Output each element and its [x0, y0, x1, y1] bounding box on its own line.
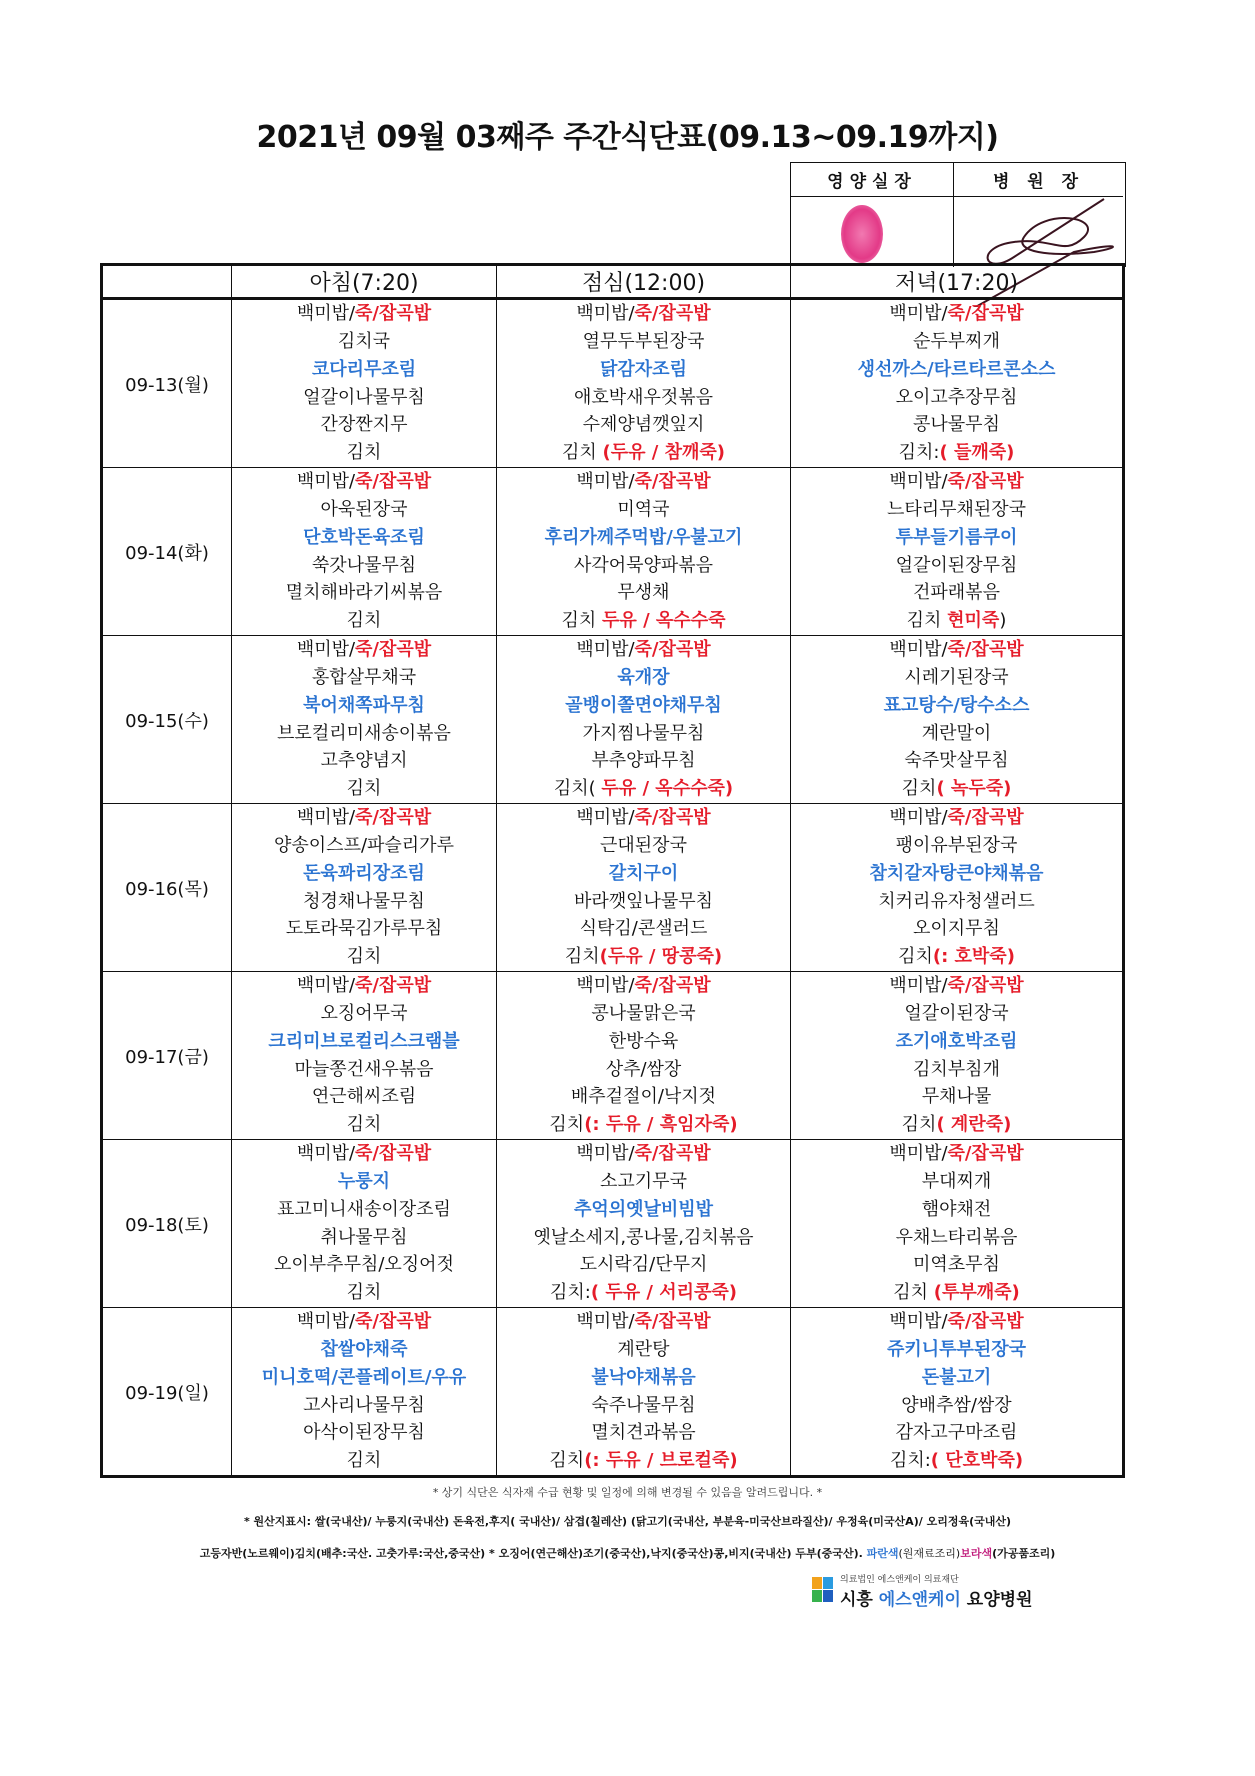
menu-item: 아삭이된장무침	[303, 1422, 425, 1444]
legend-blue-desc: (원재료조리)	[898, 1547, 961, 1560]
menu-item	[497, 972, 790, 1000]
menu-item-part: 백미밥/	[889, 471, 948, 493]
menu-item	[232, 300, 496, 328]
menu-item-part: 김치(	[553, 778, 602, 800]
table-row	[102, 1140, 1124, 1308]
menu-item	[791, 1279, 1122, 1307]
menu-item: 소고기무국	[600, 1170, 687, 1192]
menu-item-part: 백미밥/	[576, 1311, 635, 1333]
menu-item	[497, 1140, 790, 1168]
approval-box	[790, 162, 1126, 267]
menu-change-notice: * 상기 식단은 식자재 수급 현황 및 일정에 의해 변경될 수 있음을 알려드립니다. *	[432, 1486, 823, 1499]
menu-item: 배추겉절이/낙지젓	[570, 1086, 717, 1108]
logo-name-highlight: 에스앤케이	[878, 1590, 961, 1610]
menu-item-special: 죽/잡곡밥	[355, 639, 432, 661]
menu-item: 후리가께주먹밥/우불고기	[544, 526, 743, 548]
seal-stamp-icon	[841, 205, 883, 263]
menu-item: 얼갈이된장국	[904, 1002, 1009, 1024]
menu-item: 고추양념지	[320, 750, 408, 772]
menu-item: 홍합살무채국	[311, 666, 417, 688]
dinner-cell	[791, 468, 1124, 636]
day-label: 09-15(수)	[102, 636, 232, 804]
menu-item	[497, 636, 790, 664]
menu-item	[791, 1140, 1122, 1168]
origin-text: 고등자반(노르웨이)김치(배추:국산. 고춧가루:국산,중국산) * 오징어(연근해산)조기(중국산),낙지(중국산)콩,비지(국내산) 두부(중국산).	[199, 1547, 867, 1560]
menu-item-special: 죽/잡곡밥	[355, 303, 432, 325]
menu-item: 표고미니새송이장조림	[277, 1198, 451, 1220]
menu-item: 김치	[346, 1114, 382, 1136]
menu-item	[497, 1279, 790, 1307]
menu-item-special: 죽/잡곡밥	[634, 1143, 711, 1165]
menu-item: 양배추쌈/쌈장	[901, 1394, 1012, 1416]
menu-item-special: 죽/잡곡밥	[634, 639, 711, 661]
header-dinner: 저녁(17:20)	[791, 265, 1124, 299]
table-row	[102, 972, 1124, 1140]
menu-item: 고사리나물무침	[303, 1394, 425, 1416]
menu-item: 조기애호박조림	[895, 1030, 1018, 1052]
menu-item	[497, 607, 790, 635]
menu-item: 얼갈이된장무침	[895, 554, 1018, 576]
lunch-cell	[497, 468, 791, 636]
menu-item: 무생채	[617, 582, 670, 604]
menu-item: 불낙야채볶음	[591, 1366, 696, 1388]
menu-item: 멸치해바라기씨볶음	[285, 582, 443, 604]
menu-item-part: 김치	[901, 778, 937, 800]
menu-item: 쥬키니투부된장국	[886, 1338, 1027, 1360]
menu-item-special: (투부깨죽)	[933, 1282, 1020, 1304]
menu-item: 팽이유부된장국	[895, 834, 1018, 856]
menu-item-special: 죽/잡곡밥	[634, 1311, 711, 1333]
table-header-row	[102, 265, 1124, 299]
menu-item-special: ( 계란죽)	[936, 1114, 1012, 1136]
menu-item	[791, 439, 1122, 467]
menu-item-special: (: 두유 / 흑임자죽)	[584, 1114, 738, 1136]
menu-item	[497, 943, 790, 971]
dinner-cell	[791, 1140, 1124, 1308]
dinner-cell	[791, 804, 1124, 972]
menu-item-special: 죽/잡곡밥	[355, 1143, 432, 1165]
menu-item	[791, 636, 1122, 664]
menu-item: 오이지무침	[913, 918, 1000, 940]
table-row	[102, 299, 1124, 468]
header-blank	[102, 265, 232, 299]
menu-item-part: 김치	[564, 946, 600, 968]
menu-item-part: 김치:	[898, 442, 940, 464]
menu-item: 양송이스프/파슬리가루	[274, 834, 454, 856]
menu-item: 추억의옛날비빔밥	[573, 1198, 714, 1220]
breakfast-cell	[232, 1140, 497, 1308]
menu-item: 갈치구이	[608, 862, 679, 884]
menu-item-part: 김치	[549, 1450, 585, 1472]
menu-item: 김치국	[337, 330, 391, 352]
menu-item: 김치	[346, 778, 382, 800]
menu-item	[791, 804, 1122, 832]
menu-item: 부추양파무침	[591, 750, 696, 772]
menu-item	[791, 468, 1122, 496]
menu-item: 느타리무채된장국	[886, 498, 1027, 520]
menu-item: 간장짠지무	[320, 414, 408, 436]
menu-item: 투부들기름쿠이	[895, 526, 1018, 548]
menu-item	[497, 300, 790, 328]
menu-item-part: 김치	[901, 1114, 937, 1136]
menu-item: 순두부찌개	[913, 330, 1000, 352]
menu-item: 청경채나물무침	[303, 890, 425, 912]
menu-item	[497, 468, 790, 496]
menu-item: 바라깻잎나물무침	[573, 890, 714, 912]
menu-item: 감자고구마조림	[895, 1422, 1018, 1444]
menu-item: 애호박새우젓볶음	[573, 386, 714, 408]
menu-item-special: (두유 / 땅콩죽)	[599, 946, 723, 968]
menu-item: 근대된장국	[600, 834, 687, 856]
day-label: 09-13(월)	[102, 299, 232, 468]
menu-item: 찹쌀야채죽	[320, 1338, 408, 1360]
lunch-cell	[497, 1308, 791, 1477]
hospital-logo-icon	[812, 1577, 834, 1605]
origin-notice-2	[0, 1545, 1255, 1561]
menu-item	[791, 972, 1122, 1000]
header-lunch: 점심(12:00)	[497, 265, 791, 299]
weekly-menu-table	[100, 263, 1125, 1478]
menu-item: 김치	[346, 1450, 382, 1472]
menu-item-part: 백미밥/	[296, 471, 356, 493]
menu-item-part: 김치	[561, 442, 603, 464]
menu-item-part: 백미밥/	[889, 807, 948, 829]
menu-item: 북어채쪽파무침	[303, 694, 425, 716]
menu-item-part: 백미밥/	[576, 807, 635, 829]
day-label: 09-19(일)	[102, 1308, 232, 1477]
breakfast-cell	[232, 1308, 497, 1477]
lunch-cell	[497, 972, 791, 1140]
menu-item-part: 백미밥/	[576, 639, 635, 661]
menu-item	[791, 1308, 1122, 1336]
menu-item: 미역초무침	[913, 1254, 1000, 1276]
breakfast-cell	[232, 636, 497, 804]
day-label: 09-16(목)	[102, 804, 232, 972]
dinner-cell	[791, 636, 1124, 804]
menu-item-part: 백미밥/	[576, 1143, 635, 1165]
menu-item: 상추/쌈장	[605, 1058, 682, 1080]
menu-item: 한방수육	[608, 1030, 679, 1052]
menu-item: 미니호떡/콘플레이트/우유	[261, 1366, 467, 1388]
menu-item: 취나물무침	[320, 1226, 408, 1248]
menu-item: 수제양념깻잎지	[582, 414, 705, 436]
lunch-cell	[497, 1140, 791, 1308]
menu-item-special: 죽/잡곡밥	[355, 471, 432, 493]
menu-item-part: 백미밥/	[576, 303, 635, 325]
menu-item: 우채느타리볶음	[895, 1226, 1018, 1248]
table-row	[102, 804, 1124, 972]
menu-item-part: 김치	[906, 610, 948, 632]
menu-item-special: ( 두유 / 서리콩죽)	[590, 1282, 737, 1304]
menu-item-special: ( 녹두죽)	[936, 778, 1012, 800]
menu-item: 돈육꽈리장조림	[303, 862, 425, 884]
menu-item: 얼갈이나물무침	[303, 386, 425, 408]
menu-item-part: 백미밥/	[296, 639, 356, 661]
menu-item	[232, 972, 496, 1000]
menu-item: 돈불고기	[921, 1366, 992, 1388]
menu-item-part: 김치	[561, 610, 603, 632]
menu-item: 부대찌개	[921, 1170, 992, 1192]
legend-purple-desc: (가공품조리)	[992, 1547, 1056, 1560]
approval-cell-director	[954, 197, 1123, 267]
menu-item-special: 죽/잡곡밥	[947, 1311, 1024, 1333]
menu-item	[497, 804, 790, 832]
menu-item-special: 죽/잡곡밥	[947, 303, 1024, 325]
menu-item-special: 죽/잡곡밥	[355, 1311, 432, 1333]
menu-item	[232, 636, 496, 664]
menu-item: 김치	[346, 442, 382, 464]
menu-item-part: 백미밥/	[296, 303, 356, 325]
menu-item: 닭감자조림	[600, 358, 687, 380]
menu-item-special: 두유 / 옥수수죽	[602, 610, 726, 632]
menu-item: 골뱅이쫄면야채무침	[565, 694, 722, 716]
legend-purple-label: 보라색	[960, 1547, 993, 1560]
menu-item-part: 백미밥/	[296, 1143, 356, 1165]
hospital-logo	[812, 1572, 1033, 1610]
menu-item: 김치	[346, 1282, 382, 1304]
dinner-cell	[791, 299, 1124, 468]
menu-item: 시레기된장국	[904, 666, 1009, 688]
menu-item	[232, 468, 496, 496]
menu-item: 크리미브로컬리스크램블	[268, 1030, 460, 1052]
menu-item: 가지찜나물무침	[582, 722, 705, 744]
menu-item: 김치	[346, 946, 382, 968]
menu-item	[497, 1447, 790, 1475]
menu-item	[791, 300, 1122, 328]
menu-item: 계란탕	[617, 1338, 670, 1360]
menu-item: 오징어무국	[320, 1002, 408, 1024]
menu-item-part: 백미밥/	[889, 1311, 948, 1333]
menu-item-special: 죽/잡곡밥	[355, 807, 432, 829]
origin-notice: * 원산지표시: 쌀(국내산)/ 누룽지(국내산) 돈육전,후지( 국내산)/ 삼겹(칠레산) (닭고기(국내산, 부분육-미국산브라질산)/ 우정육(미국산A)/ 오리정육(국내산)	[243, 1515, 1012, 1528]
menu-item	[791, 1111, 1122, 1139]
header-breakfast: 아침(7:20)	[232, 265, 497, 299]
logo-name	[840, 1585, 1033, 1610]
menu-item: 도토라묵김가루무침	[285, 918, 443, 940]
menu-item-special: 죽/잡곡밥	[947, 807, 1024, 829]
menu-item-part: 백미밥/	[889, 1143, 948, 1165]
day-label: 09-18(토)	[102, 1140, 232, 1308]
menu-item-part: 백미밥/	[889, 975, 948, 997]
table-row	[102, 468, 1124, 636]
menu-item: 아욱된장국	[320, 498, 408, 520]
menu-item	[232, 1140, 496, 1168]
menu-item: 쑥갓나물무침	[311, 554, 417, 576]
menu-item-part: 백미밥/	[889, 303, 948, 325]
menu-item: 단호박돈육조림	[303, 526, 425, 548]
menu-item: 햄야채전	[921, 1198, 992, 1220]
lunch-cell	[497, 636, 791, 804]
menu-item-special: 죽/잡곡밥	[355, 975, 432, 997]
menu-item-special: 두유 / 옥수수죽)	[601, 778, 734, 800]
menu-item: 콩나물무침	[913, 414, 1000, 436]
dinner-cell	[791, 1308, 1124, 1477]
menu-item: 누룽지	[337, 1170, 391, 1192]
day-label: 09-17(금)	[102, 972, 232, 1140]
menu-item-special: 죽/잡곡밥	[634, 807, 711, 829]
menu-item-part: 김치	[893, 1282, 934, 1304]
menu-item-special: (: 호박죽)	[932, 946, 1015, 968]
lunch-cell	[497, 299, 791, 468]
menu-item-part: 김치	[549, 1114, 585, 1136]
menu-item-part: )	[999, 610, 1007, 632]
menu-item: 브로컬리미새송이볶음	[277, 722, 451, 744]
menu-item-part: 백미밥/	[889, 639, 948, 661]
menu-item: 코다리무조림	[311, 358, 417, 380]
menu-item: 연근해씨조림	[311, 1086, 417, 1108]
menu-item-special: ( 들깨죽)	[939, 442, 1015, 464]
menu-item-part: 백미밥/	[296, 807, 356, 829]
menu-item	[232, 1308, 496, 1336]
menu-item-special: 현미죽	[947, 610, 1000, 632]
menu-item-part: 김치	[898, 946, 933, 968]
menu-item: 김치	[346, 610, 382, 632]
approval-cell-nutrition	[791, 197, 954, 267]
menu-item-special: (: 두유 / 브로컬죽)	[584, 1450, 738, 1472]
menu-item-part: 백미밥/	[296, 975, 356, 997]
menu-item-part: 백미밥/	[576, 471, 635, 493]
menu-item-special: 죽/잡곡밥	[947, 975, 1024, 997]
table-row	[102, 636, 1124, 804]
menu-item-part: 백미밥/	[296, 1311, 356, 1333]
menu-item: 육개장	[617, 666, 670, 688]
menu-item	[791, 775, 1122, 803]
menu-item: 멸치견과볶음	[591, 1422, 696, 1444]
menu-item-part: 백미밥/	[576, 975, 635, 997]
menu-item	[791, 607, 1122, 635]
menu-item: 계란말이	[921, 722, 992, 744]
menu-item	[232, 804, 496, 832]
menu-item-special: 죽/잡곡밥	[947, 639, 1024, 661]
menu-item: 건파래볶음	[913, 582, 1000, 604]
menu-item: 열무두부된장국	[582, 330, 705, 352]
menu-item: 오이부추무침/오징어젓	[274, 1254, 454, 1276]
menu-item: 미역국	[617, 498, 670, 520]
menu-item: 김치부침개	[913, 1058, 1000, 1080]
logo-subtitle: 의료법인 에스앤케이 의료재단	[840, 1575, 959, 1585]
menu-item: 도시락김/단무지	[579, 1254, 708, 1276]
dinner-cell	[791, 972, 1124, 1140]
breakfast-cell	[232, 804, 497, 972]
menu-item: 옛날소세지,콩나물,김치볶음	[533, 1226, 754, 1248]
lunch-cell	[497, 804, 791, 972]
menu-item: 참치갈자탕큰야채볶음	[869, 862, 1044, 884]
breakfast-cell	[232, 468, 497, 636]
menu-item: 오이고추장무침	[895, 386, 1018, 408]
menu-item: 숙주나물무침	[591, 1394, 696, 1416]
menu-item	[497, 1308, 790, 1336]
approval-header-director: 병 원 장	[954, 163, 1123, 197]
menu-item-special: ( 단호박죽)	[930, 1450, 1024, 1472]
menu-item-special: (두유 / 참깨죽)	[602, 442, 725, 464]
menu-item: 마늘쫑건새우볶음	[294, 1058, 434, 1080]
menu-item-special: 죽/잡곡밥	[634, 471, 711, 493]
menu-item	[791, 1447, 1122, 1475]
menu-item: 치커리유자청샐러드	[878, 890, 1035, 912]
menu-item: 생선까스/타르타르콘소스	[857, 358, 1056, 380]
menu-item-special: 죽/잡곡밥	[634, 303, 711, 325]
menu-item-special: 죽/잡곡밥	[947, 1143, 1024, 1165]
menu-item-part: 김치:	[889, 1450, 931, 1472]
legend-blue-label: 파란색	[866, 1547, 899, 1560]
menu-item: 표고탕수/탕수소스	[883, 694, 1030, 716]
menu-item: 사각어묵양파볶음	[573, 554, 714, 576]
menu-item: 콩나물맑은국	[591, 1002, 696, 1024]
menu-item-part: 김치:	[550, 1282, 591, 1304]
approval-header-nutrition: 영양실장	[791, 163, 954, 197]
menu-item	[497, 775, 790, 803]
logo-name-part: 요양병원	[960, 1590, 1033, 1610]
menu-item-special: 죽/잡곡밥	[634, 975, 711, 997]
menu-item: 식탁김/콘샐러드	[579, 918, 708, 940]
breakfast-cell	[232, 972, 497, 1140]
menu-item: 무채나물	[921, 1086, 992, 1108]
menu-item: 숙주맛살무침	[904, 750, 1009, 772]
day-label: 09-14(화)	[102, 468, 232, 636]
logo-name-part: 시흥	[840, 1590, 879, 1610]
page-title: 2021년 09월 03째주 주간식단표(09.13~09.19까지)	[256, 120, 999, 155]
menu-item	[497, 1111, 790, 1139]
menu-item	[791, 943, 1122, 971]
table-row	[102, 1308, 1124, 1477]
menu-item-special: 죽/잡곡밥	[947, 471, 1024, 493]
menu-item	[497, 439, 790, 467]
breakfast-cell	[232, 299, 497, 468]
